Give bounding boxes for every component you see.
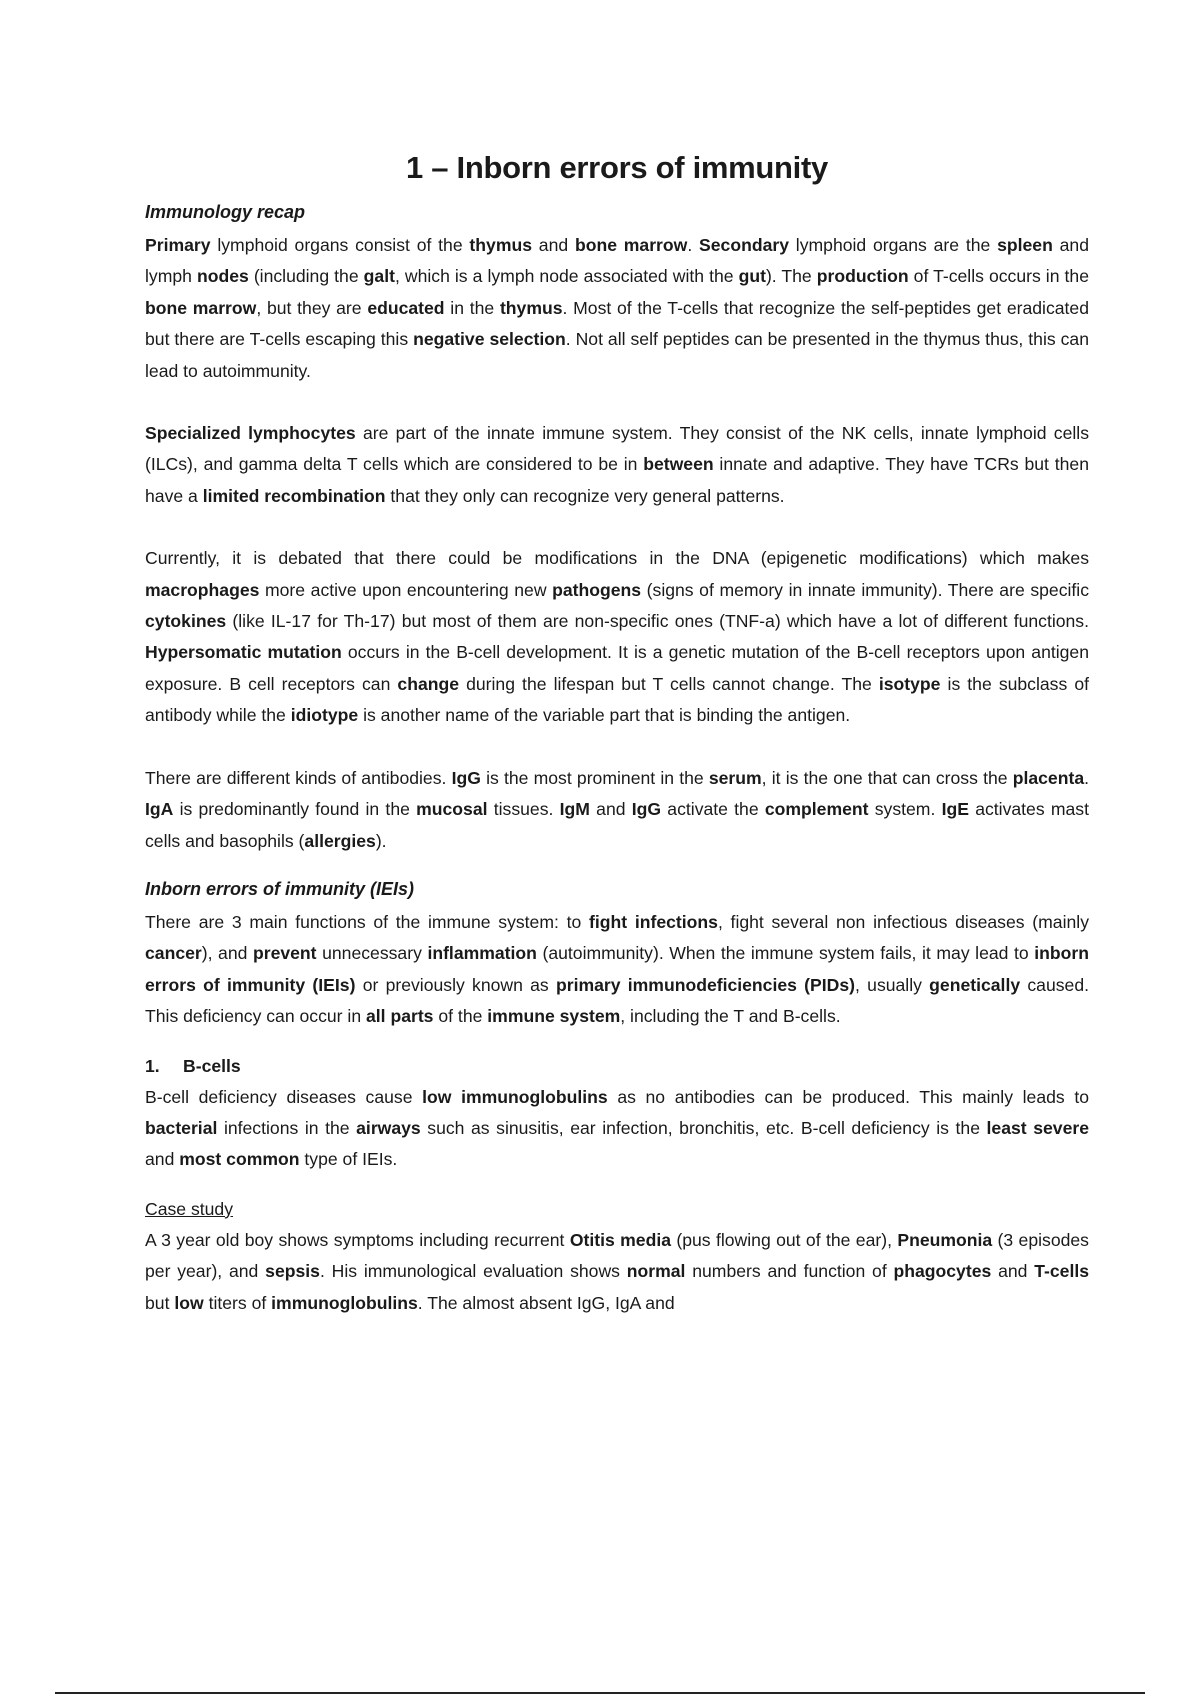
bold-term: IgM [559,799,590,820]
bold-term: fight infections [589,911,718,932]
ieis-paragraph: There are 3 main functions of the immune system: to fight infections, fight several non infectious diseases (mainly cancer), and prevent unnecessary inflammation (autoimmunity). When the immune system fails, it may lead to inborn errors of immunity (IEIs) or previously known as primary immunodeficiencies (PIDs), usually genetically caused. This deficiency can occur in all parts of the immune system, including the T and B-cells. [145,911,1089,1027]
bold-term: gut [738,266,766,287]
recap-paragraph-2: Specialized lymphocytes are part of the innate immune system. They consist of the NK cells, innate lymphoid cells (ILCs), and gamma delta T cells which are considered to be in between innate and adaptive. They have TCRs but then have a limited recombination that they only can recognize very general patterns. [145,423,1089,506]
bold-term: inflammation [427,943,537,964]
recap-paragraph-3: Currently, it is debated that there could be modifications in the DNA (epigenetic modifications) which makes macrophages more active upon encountering new pathogens (signs of memory in innate immunity). There are specific cytokines (like IL-17 for Th-17) but most of them are non-specific ones (TNF-a) which have a lot of different functions. Hypersomatic mutation occurs in the B-cell development. It is a genetic mutation of the B-cell receptors upon antigen exposure. B cell receptors can change during the lifespan but T cells cannot change. The isotype is the subclass of antibody while the idiotype is another name of the variable part that is binding the antigen. [145,548,1090,726]
ieis-heading: Inborn errors of immunity (IEIs) [145,878,415,899]
bold-term: most common [179,1149,300,1170]
bold-term: IgG [451,767,481,788]
bold-term: thymus [499,297,563,318]
bold-term: production [816,266,909,287]
footer-rule [55,1692,1145,1694]
bold-term: low [174,1292,204,1313]
bold-term: bacterial [145,1117,218,1138]
bold-term: all parts [366,1006,434,1027]
bold-term: bone marrow [574,235,688,255]
bold-term: pathogens [552,579,642,600]
bold-term: airways [356,1117,421,1138]
bold-term: educated [367,297,445,318]
bold-term: inborn errors of immunity (IEIs) [145,943,1089,995]
bold-term: IgE [941,799,969,820]
bold-term: bone marrow [145,297,257,318]
bold-term: immunoglobulins [271,1292,418,1313]
bold-term: galt [363,266,395,287]
bold-term: Primary [145,235,211,255]
bold-term: serum [708,767,762,788]
bold-term: genetically [929,974,1021,995]
bcells-section-heading [145,1051,1089,1082]
bold-term: thymus [469,235,532,255]
bold-term: macrophages [145,579,260,600]
bold-term: least severe [986,1117,1089,1138]
bold-term: cytokines [145,611,227,632]
section-title: B-cells [183,1055,241,1076]
bold-term: immune system [487,1006,621,1027]
bold-term: IgG [631,799,662,820]
bold-term: nodes [196,266,249,287]
document-page [145,150,1089,1319]
bold-term: limited recombination [202,485,386,506]
section-number: 1. [145,1055,160,1076]
bcells-paragraph: B-cell deficiency diseases cause low immunoglobulins as no antibodies can be produced. This mainly leads to bacterial infections in the airways such as sinusitis, ear infection, bronchitis, etc. B-cell deficiency is the least severe and most common type of IEIs. [145,1086,1089,1170]
bold-term: spleen [997,235,1053,255]
bold-term: Specialized lymphocytes [145,423,356,444]
bold-term: Otitis media [569,1229,671,1250]
bold-term: Pneumonia [897,1229,993,1250]
bold-term: low immunoglobulins [422,1086,608,1107]
bold-term: change [397,673,460,694]
bold-term: sepsis [265,1261,320,1282]
bold-term: Hypersomatic mutation [145,642,342,663]
bold-term: normal [626,1261,686,1282]
bold-term: complement [764,799,869,820]
bold-term: placenta [1012,767,1085,788]
recap-paragraph-4: There are different kinds of antibodies. IgG is the most prominent in the serum, it is the one that can cross the placenta. IgA is predominantly found in the mucosal tissues. IgM and IgG activate the complement system. IgE activates mast cells and basophils (allergies). [145,767,1089,851]
bold-term: isotype [878,673,941,694]
page-title: 1 – Inborn errors of immunity [406,150,828,185]
bold-term: prevent [252,943,317,964]
bold-term: primary immunodeficiencies (PIDs) [555,974,856,995]
case-study-paragraph: A 3 year old boy shows symptoms including recurrent Otitis media (pus flowing out of the ear), Pneumonia (3 episodes per year), and sepsis. His immunological evaluation shows normal numbers and function of phagocytes and T-cells but low titers of immunoglobulins. The almost absent IgG, IgA and [145,1229,1089,1313]
bold-term: idiotype [290,705,359,726]
bold-term: cancer [145,943,202,964]
recap-paragraph-1: Primary lymphoid organs consist of the thymus and bone marrow. Secondary lymphoid organs are the spleen and lymph nodes (including the galt, which is a lymph node associated with the gut). The production of T-cells occurs in the bone marrow, but they are educated in the thymus. Most of the T-cells that recognize the self-peptides get eradicated but there are T-cells escaping this negative selection. Not all self peptides can be presented in the thymus thus, this can lead to autoimmunity. [145,235,1089,381]
bold-term: T-cells [1034,1261,1089,1282]
case-study-heading: Case study [145,1198,234,1219]
bold-term: Secondary [699,235,789,255]
bold-term: IgA [145,799,174,820]
recap-heading: Immunology recap [145,202,306,222]
bold-term: allergies [304,830,376,851]
bold-term: negative selection [413,329,566,350]
bold-term: between [643,454,714,475]
bold-term: phagocytes [893,1261,992,1282]
bold-term: mucosal [416,799,488,820]
